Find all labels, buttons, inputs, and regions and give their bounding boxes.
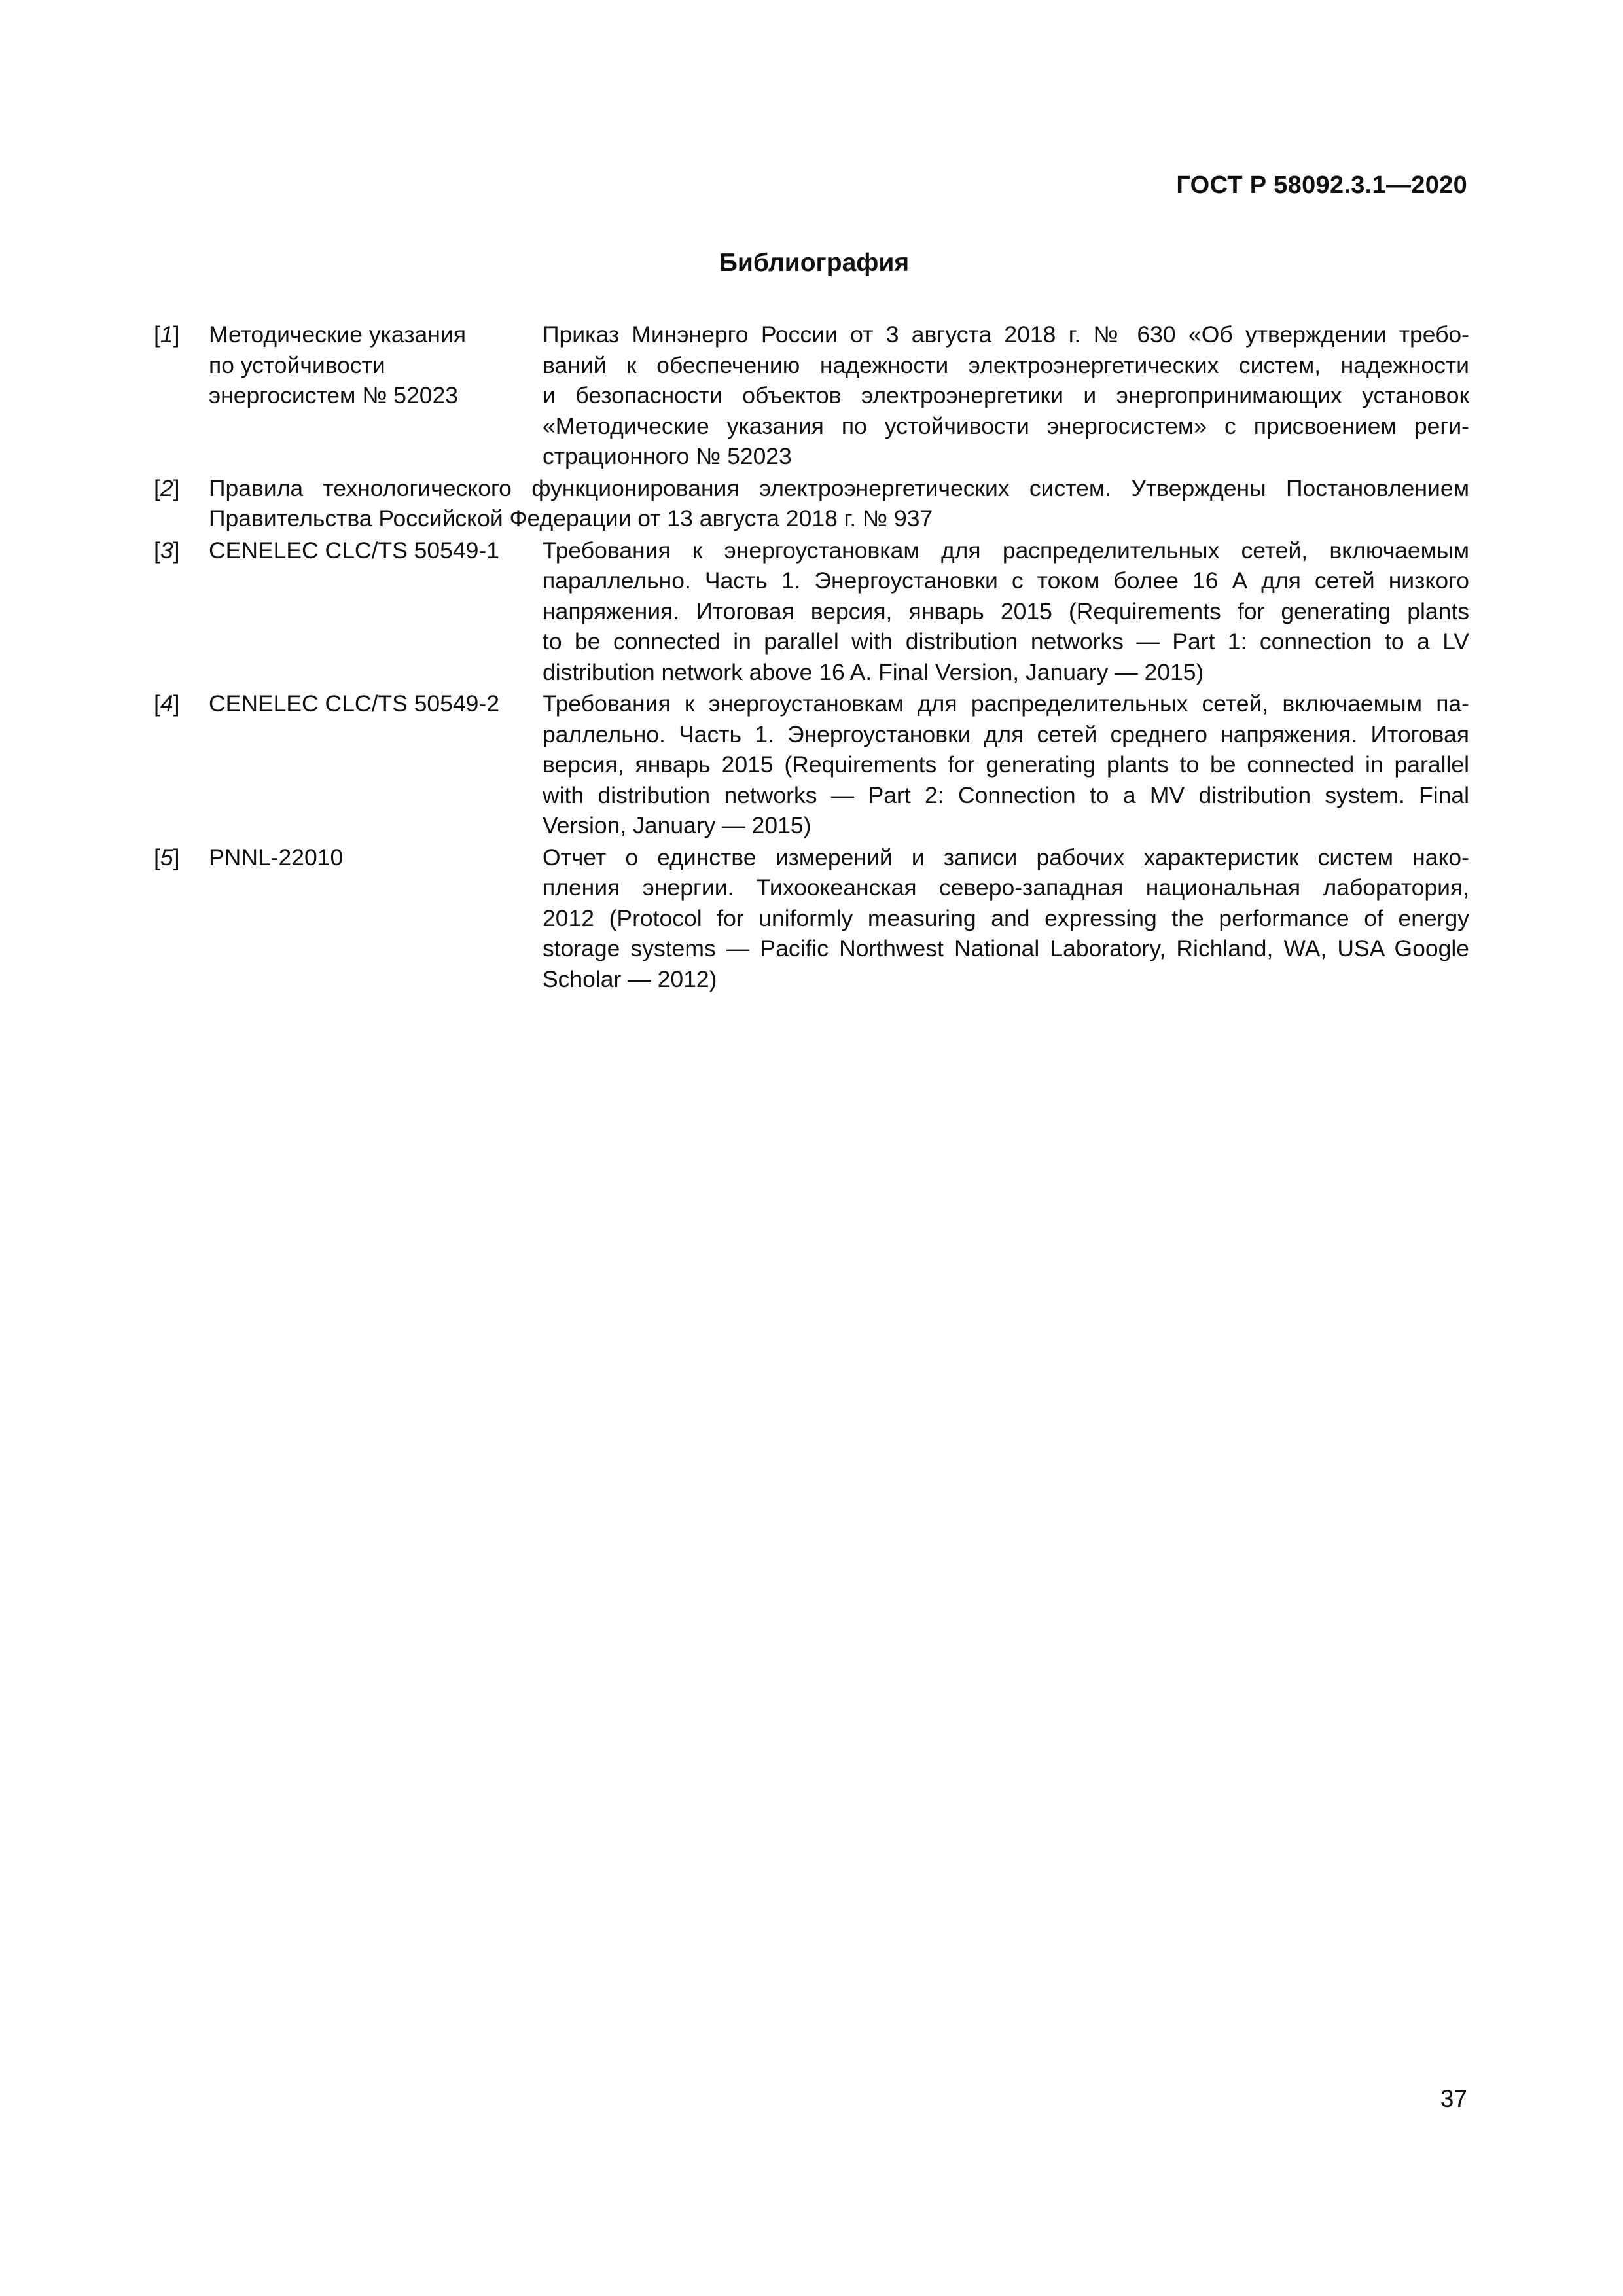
- entry-designation: CENELEC CLC/TS 50549-1: [209, 537, 499, 564]
- entry-number-close-bracket: ]: [173, 537, 180, 564]
- entry-description: [543, 689, 1469, 841]
- entry-number-close-bracket: ]: [173, 691, 180, 717]
- bibliography-entry: [154, 842, 1469, 995]
- entry-designation: CENELEC CLC/TS 50549-2: [209, 691, 499, 717]
- entry-number-open-bracket: [: [154, 844, 160, 870]
- entry-text-line: раллельно. Часть 1. Энергоустановки для сетей среднего напряжения. Итоговая: [543, 721, 1469, 747]
- entry-number: [154, 319, 209, 472]
- entry-text-line: Version, January — 2015): [543, 812, 812, 838]
- entry-designation: PNNL-22010: [209, 844, 344, 870]
- bibliography-entry: [154, 535, 1469, 688]
- entry-description: [543, 535, 1469, 688]
- entry-text-line: Требования к энергоустановкам для распределительных сетей, включаемым: [543, 537, 1469, 564]
- entry-text-line: напряжения. Итоговая версия, январь 2015 (Requirements for generating plants: [543, 598, 1469, 624]
- entry-number: [154, 689, 209, 841]
- entry-number-value: 4: [160, 691, 173, 717]
- entry-text-line: to be connected in parallel with distribution networks — Part 1: connection to a LV: [543, 628, 1469, 655]
- bibliography-entry: [154, 473, 1469, 534]
- entry-number: [154, 535, 209, 688]
- entry-text-line: 2012 (Protocol for uniformly measuring and expressing the performance of energy: [543, 905, 1469, 931]
- entry-text-line: страционного № 52023: [543, 443, 792, 469]
- entry-text-line: Приказ Минэнерго России от 3 августа 2018 г. № 630 «Об утверждении требо-: [543, 321, 1469, 348]
- entry-number-close-bracket: ]: [173, 844, 180, 870]
- entry-number-value: 3: [160, 537, 173, 564]
- entry-text-line: Отчет о единстве измерений и записи рабочих характеристик систем нако-: [543, 844, 1469, 870]
- entry-text-line: Правительства Российской Федерации от 13 августа 2018 г. № 937: [209, 505, 933, 531]
- entry-text-line: версия, январь 2015 (Requirements for generating plants to be connected in parallel: [543, 751, 1469, 778]
- entry-number-value: 1: [160, 321, 173, 348]
- entry-text-line: Требования к энергоустановкам для распределительных сетей, включаемым па-: [543, 691, 1469, 717]
- entry-number-open-bracket: [: [154, 691, 160, 717]
- bibliography-entry: [154, 319, 1469, 472]
- bibliography-entry: [154, 689, 1469, 841]
- entry-text-line: Правила технологического функционирования электроэнергетических систем. Утверждены Постановлением: [209, 475, 1469, 501]
- entry-number-open-bracket: [: [154, 321, 160, 348]
- section-title: [0, 249, 1623, 278]
- entry-number: [154, 842, 209, 995]
- entry-number-close-bracket: ]: [173, 475, 180, 501]
- entry-text-line: «Методические указания по устойчивости энергосистем» с присвоением реги-: [543, 412, 1469, 439]
- entry-number-close-bracket: ]: [173, 321, 180, 348]
- entry-text-line: параллельно. Часть 1. Энергоустановки с током более 16 А для сетей низкого: [543, 567, 1469, 594]
- entry-full-text: [209, 473, 1469, 534]
- entry-number-open-bracket: [: [154, 537, 160, 564]
- entry-description: [543, 319, 1469, 472]
- entry-designation: Методические указания по устойчивости энергосистем № 52023: [209, 321, 466, 408]
- page-number: 37: [1440, 2085, 1467, 2112]
- entry-description: [543, 842, 1469, 995]
- entry-text-line: ваний к обеспечению надежности электроэнергетических систем, надежности: [543, 351, 1469, 378]
- entry-text-line: и безопасности объектов электроэнергетики и энергопринимающих установок: [543, 382, 1469, 408]
- entry-text-line: distribution network above 16 A. Final Version, January — 2015): [543, 658, 1204, 685]
- entry-number-open-bracket: [: [154, 475, 160, 501]
- entry-text-line: Scholar — 2012): [543, 965, 717, 992]
- entry-text-line: storage systems — Pacific Northwest National Laboratory, Richland, WA, USA Google: [543, 935, 1469, 961]
- document-code: ГОСТ Р 58092.3.1—2020: [1176, 171, 1467, 199]
- entry-number-value: 5: [160, 844, 173, 870]
- section-title-text: Библиография: [719, 249, 910, 277]
- entry-number: [154, 473, 209, 534]
- bibliography-list: [154, 319, 1469, 996]
- entry-text-line: with distribution networks — Part 2: Connection to a MV distribution system. Final: [543, 781, 1469, 808]
- entry-text-line: пления энергии. Тихоокеанская северо-западная национальная лаборатория,: [543, 874, 1469, 901]
- entry-number-value: 2: [160, 475, 173, 501]
